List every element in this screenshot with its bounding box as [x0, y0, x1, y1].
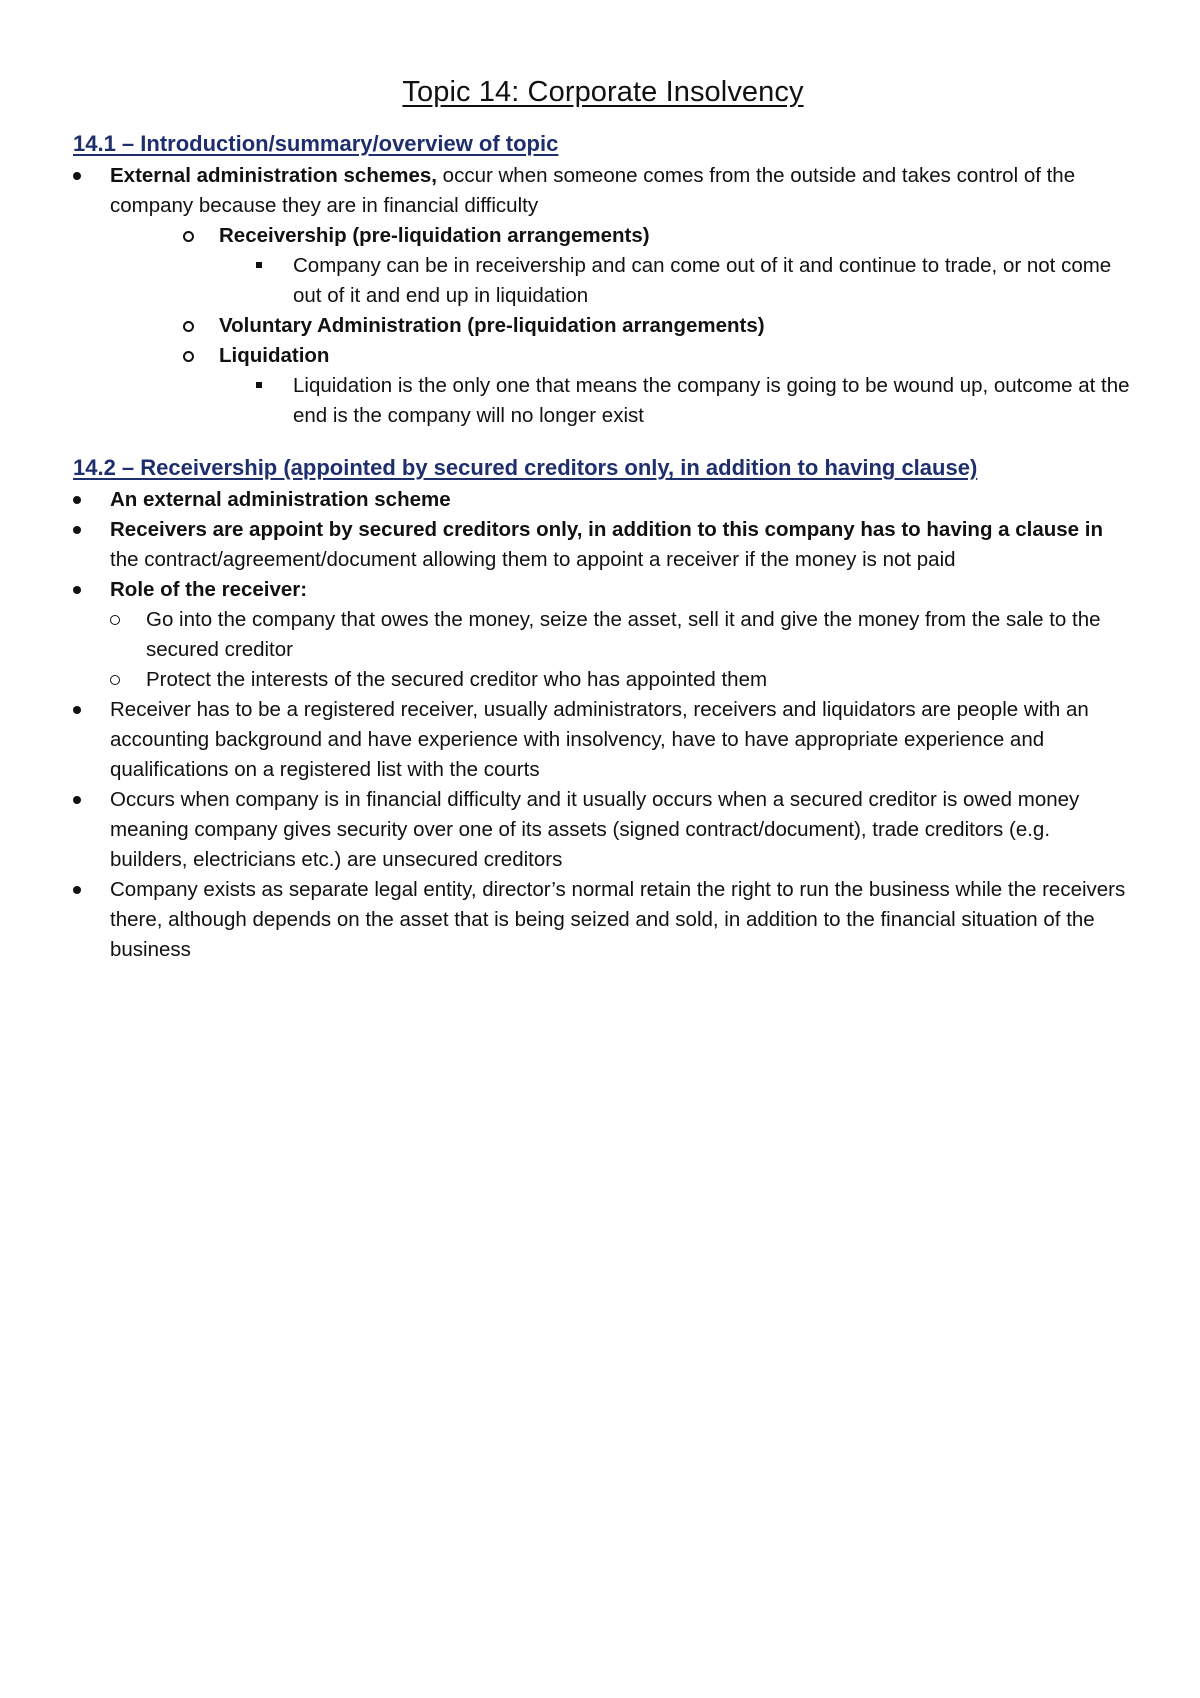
item-text: Company exists as separate legal entity, director’s normal retain the right to run the business while the receivers there, although depends on the asset that is being seized and sold, in addition to the financial situation of the business [110, 878, 1126, 961]
list-item [73, 161, 1133, 221]
item-text: Company can be in receivership and can come out of it and continue to trade, or not come out of it and end up in liquidation [293, 254, 1112, 307]
item-text: An external administration scheme [110, 488, 451, 511]
item-text: occur when someone comes from the outside and takes control of the company because they are in financial difficulty [110, 164, 1076, 217]
list-item [73, 311, 1133, 341]
list-item [73, 485, 1133, 515]
list-item [73, 605, 1133, 665]
item-bold-text: Receivers are appoint by secured creditors only, in addition to this company has to having a clause in [110, 518, 1103, 541]
item-label: Voluntary Administration (pre-liquidation arrangements) [219, 314, 765, 337]
list-item [73, 875, 1133, 965]
list-item [73, 665, 1133, 695]
section-14-2 [73, 453, 1133, 965]
item-text: Liquidation is the only one that means the company is going to be wound up, outcome at the end is the company will no longer exist [293, 374, 1130, 427]
list-item [73, 251, 1133, 311]
item-text: Receiver has to be a registered receiver, usually administrators, receivers and liquidators are people with an accounting background and have experience with insolvency, have to have appropriate experience and qualifications on a registered list with the courts [110, 698, 1089, 781]
document-page [73, 76, 1133, 965]
item-label: Role of the receiver: [110, 578, 308, 601]
list-item [73, 785, 1133, 875]
document-title: Topic 14: Corporate Insolvency [402, 76, 804, 108]
list-item [73, 575, 1133, 605]
list-item [73, 371, 1133, 431]
section-heading-14-1: 14.1 – Introduction/summary/overview of topic [73, 131, 559, 156]
list-item [73, 515, 1133, 575]
item-label: Liquidation [219, 344, 330, 367]
item-text: the contract/agreement/document allowing them to appoint a receiver if the money is not paid [110, 548, 956, 571]
section-spacer [73, 431, 1133, 453]
section-heading-14-2: 14.2 – Receivership (appointed by secured creditors only, in addition to having clause) [73, 455, 978, 480]
item-bold-text: External administration schemes, [110, 164, 437, 187]
item-label: Receivership (pre-liquidation arrangements) [219, 224, 650, 247]
list-item [73, 695, 1133, 785]
item-text: Go into the company that owes the money, seize the asset, sell it and give the money from the sale to the secured creditor [146, 608, 1101, 661]
section-14-1 [73, 129, 1133, 431]
item-text: Protect the interests of the secured creditor who has appointed them [146, 668, 768, 691]
list-item [73, 341, 1133, 371]
item-text: Occurs when company is in financial difficulty and it usually occurs when a secured creditor is owed money meaning company gives security over one of its assets (signed contract/document), trade creditors (e.g. builders, electricians etc.) are unsecured creditors [110, 788, 1080, 871]
list-item [73, 221, 1133, 251]
